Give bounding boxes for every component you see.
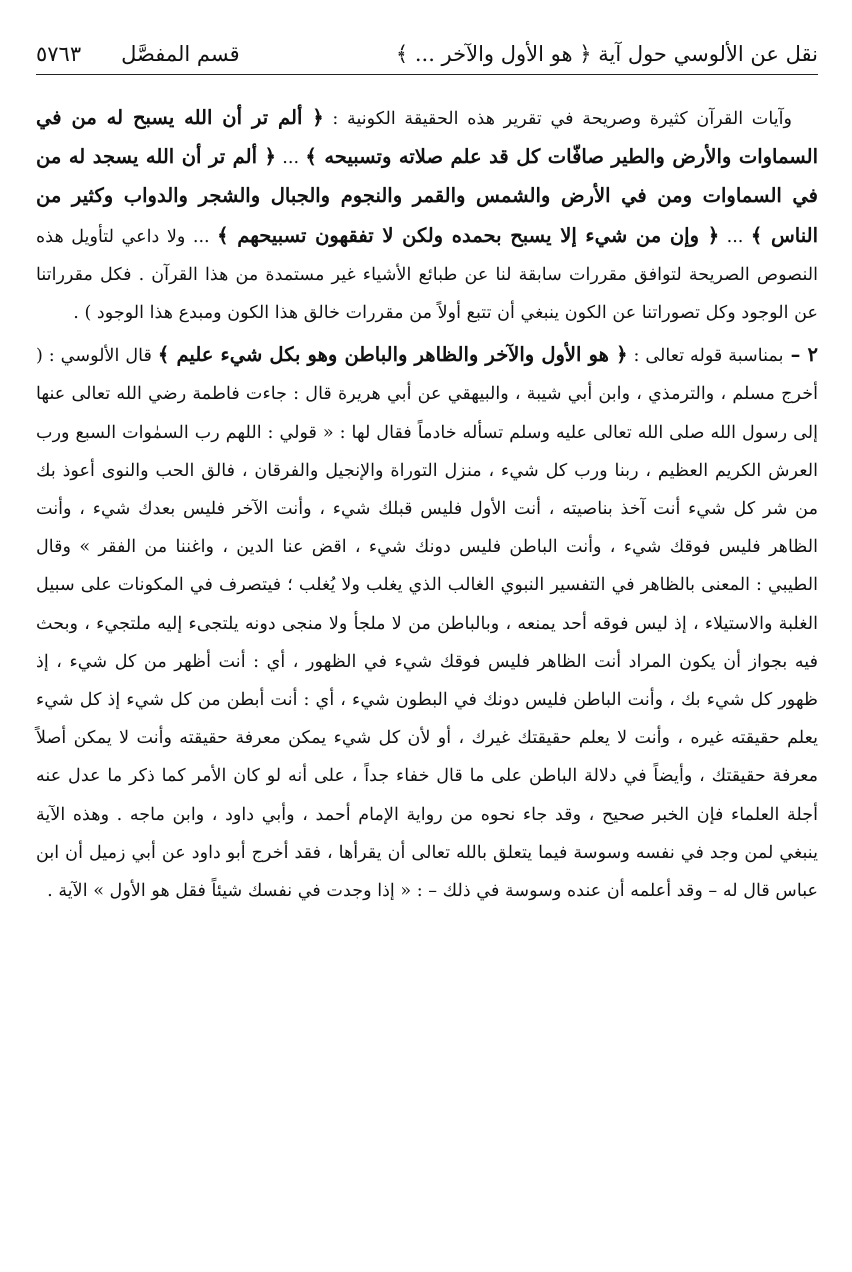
p1-text-3: ... bbox=[719, 226, 751, 247]
page-number: ٥٧٦٣ bbox=[36, 42, 82, 66]
running-title: نقل عن الألوسي حول آية ﴿ هو الأول والآخر ... ﴾ bbox=[395, 42, 818, 66]
paragraph-2 bbox=[36, 336, 818, 910]
p2-text-2: قال الألوسي : ( أخرج مسلم ، والترمذي ، وابن أبي شيبة ، والبيهقي عن أبي هريرة قال : جاءت فاطمة رضي الله تعالى عنها إلى رسول الله صلى الله تعالى عليه وسلم تسأله خادماً فقال لها : « قولي : اللهم رب السمٰوات السبع ورب العرش الكريم العظيم ، ربنا ورب كل شيء ، منزل التوراة والإنجيل والفرقان ، فالق الحب والنوى أعوذ بك من شر كل شيء أنت آخذ بناصيته ، أنت الأول فليس قبلك شيء ، وأنت الآخر فليس بعدك شيء ، وأنت الظاهر فليس فوقك شيء ، وأنت الباطن فليس دونك شيء ، اقض عنا الدين ، واغننا من الفقر » وقال الطيبي : المعنى بالظاهر في التفسير النبوي الغالب الذي يغلب ولا يُغلب ؛ فيتصرف في المكونات على سبيل الغلبة والاستيلاء ، إذ ليس فوقه أحد يمنعه ، وبالباطن من لا ملجأ ولا منجى دونه يلتجىء إليه ملتجيء ، وبحث فيه بجواز أن يكون المراد أنت الظاهر فليس فوقك شيء في الظهور ، أي : أنت أظهر من كل شيء ، إذ ظهور كل شيء بك ، وأنت الباطن فليس دونك في البطون شيء ، أي : أنت أبطن من كل شيء إذ كل شيء يعلم حقيقته غيره ، وأنت لا يعلم حقيقتك غيرك ، أو لأن كل شيء يمكن معرفة حقيقته وأنت لا يمكن أصلاً معرفة حقيقتك ، وأيضاً في دلالة الباطن على ما قال خفاء جداً ، على أنه لو كان الأمر كما ذكر ما عدل عنه أجلة العلماء فإن الخبر صحيح ، وقد جاء نحوه من رواية الإمام أحمد ، وأبي داود ، وابن ماجه . وهذه الآية ينبغي لمن وجد في نفسه وسوسة فيما يتعلق بالله تعالى أن يقرأها ، فقد أخرج أبو داود عن أبي زميل أن ابن عباس قال له – وقد أعلمه أن عنده وسوسة في ذلك – : « إذا وجدت في نفسك شيئاً فقل هو الأول » الآية . bbox=[36, 346, 818, 902]
p2-text-1: بمناسبة قوله تعالى : bbox=[627, 346, 784, 367]
p1-text-1: وآيات القرآن كثيرة وصريحة في تقرير هذه الحقيقة الكونية : bbox=[323, 109, 792, 129]
verse-4: ﴿ هو الأول والآخر والظاهر والباطن وهو بكل شيء عليم ﴾ bbox=[157, 343, 628, 367]
p1-text-2: ... bbox=[275, 148, 306, 169]
page bbox=[36, 40, 818, 910]
p1-text-4: ... ولا داعي لتأويل هذه النصوص الصريحة لتوافق مقررات سابقة لنا عن طبائع الأشياء غير مستمدة من هذا القرآن . فكل مقرراتنا عن الوجود وكل تصوراتنا عن الكون ينبغي أن تتبع أولاً من مقررات خالق هذا الكون ومبدع هذا الوجود ) . bbox=[36, 226, 818, 324]
paragraph-1 bbox=[36, 99, 818, 332]
header-left-group bbox=[36, 40, 240, 68]
page-body bbox=[36, 99, 818, 910]
section-title: قسم المفصَّل bbox=[121, 42, 240, 66]
verse-1: ﴿ ألم تر أن الله يسبح له من في السماوات والأرض والطير صافّات كل قد علم صلاته وتسبيحه ﴾ bbox=[36, 106, 818, 169]
item-number: ٢ – bbox=[783, 343, 818, 367]
verse-3: ﴿ وإن من شيء إلا يسبح بحمده ولكن لا تفقهون تسبيحهم ﴾ bbox=[217, 223, 720, 247]
verse-2: ﴿ ألم تر أن الله يسجد له من في السماوات ومن في الأرض والشمس والقمر والنجوم والجبال والشجر والدواب وكثير من الناس ﴾ bbox=[36, 145, 818, 247]
page-header bbox=[36, 40, 818, 75]
